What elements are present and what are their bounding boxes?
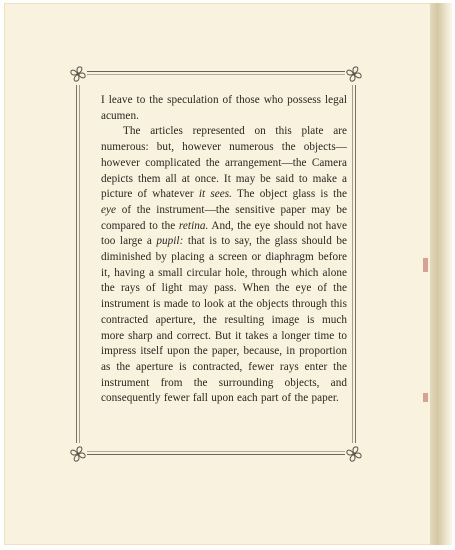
italic-text-run: pupil: — [156, 235, 184, 248]
italic-text-run: retina. — [178, 219, 209, 232]
text-run: And, the eye should not have too large a — [101, 219, 347, 248]
body-text — [101, 93, 347, 407]
fleuron-icon — [344, 444, 364, 464]
text-run: The object glass is the — [232, 188, 348, 201]
italic-text-run: eye — [101, 203, 117, 216]
text-run: I leave to the speculation of those who possess legal acumen. — [101, 94, 347, 122]
text-run: that is to say, the glass should be diminished by placing a screen or diaphragm before it, having a small circular hole, through which alone the rays of light may pass. When the eye of the instrument is made to look at the objects through this contracted aperture, the resulting image is much more sharp and correct. But it takes a longer time to impress itself upon the paper, because, in proportion as the aperture is contracted, fewer rays enter the instrument from the surrounding objects, and consequently fewer fall upon each part of the paper. — [101, 235, 347, 405]
fleuron-icon — [68, 64, 88, 84]
text-run: of the instrument—the sensitive paper may be compared to the — [101, 203, 347, 232]
paragraph — [101, 93, 347, 124]
italic-text-run: it sees. — [198, 188, 233, 201]
fleuron-icon — [68, 444, 88, 464]
paragraph — [101, 124, 347, 407]
text-run: The articles represented on this plate are numerous: but, however numerous the objects—however complicated the arrangement—the Camera depicts them all at once. It may be said to make a picture of whatever — [101, 125, 347, 201]
fleuron-icon — [344, 64, 364, 84]
